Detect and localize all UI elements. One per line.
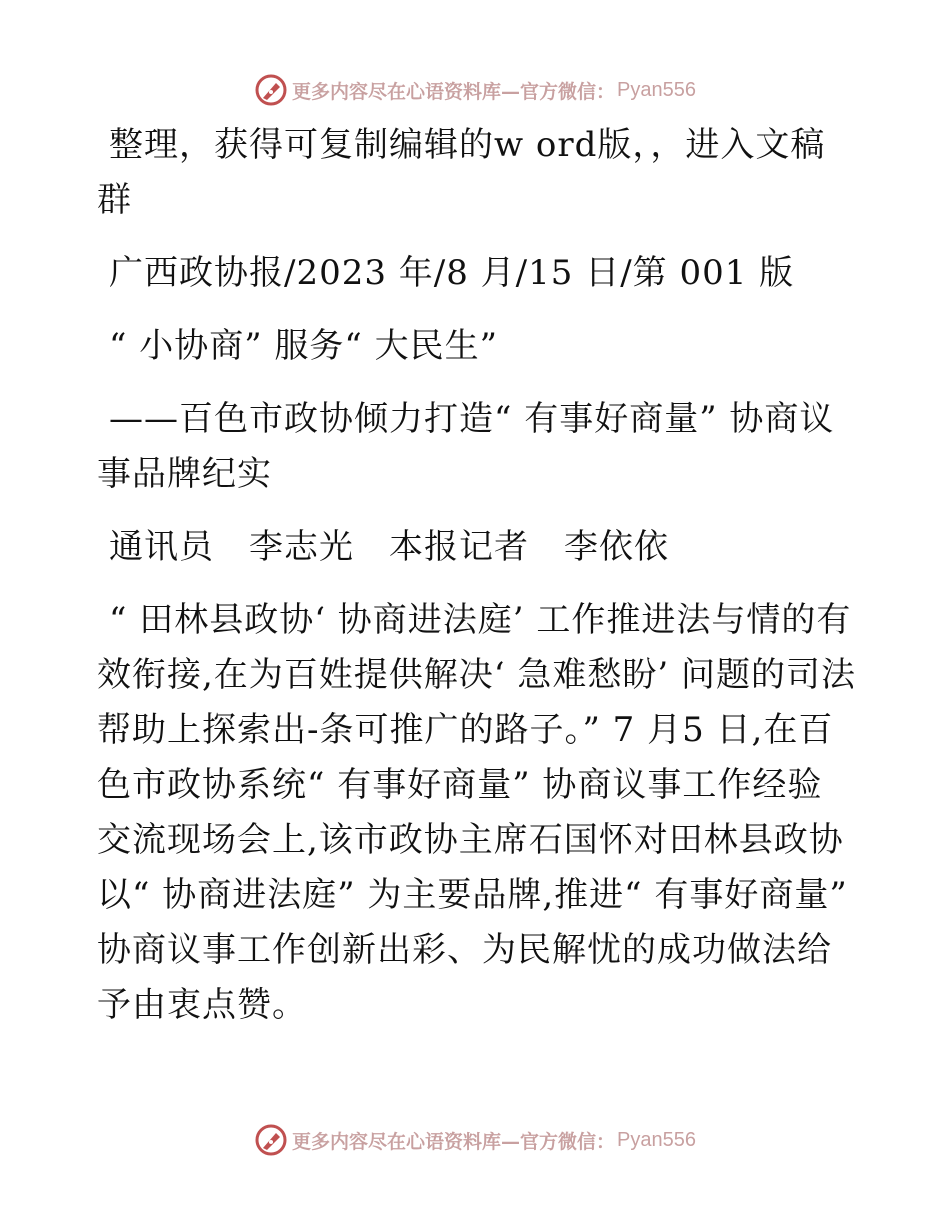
pen-nib-circle-icon	[254, 1123, 288, 1157]
watermark-wechat-id: Pyan556	[617, 78, 696, 101]
watermark-wechat-id: Pyan556	[617, 1128, 696, 1151]
watermark-text: 更多内容尽在心语资料库—官方微信：	[292, 80, 616, 103]
watermark-footer	[0, 1120, 950, 1160]
article-subtitle: ——百色市政协倾力打造“ 有事好商量” 协商议事品牌纪实	[97, 399, 835, 494]
byline: 通讯员 李志光 本报记者 李依依	[109, 527, 669, 567]
pen-nib-circle-icon	[254, 73, 288, 107]
article-body	[97, 118, 857, 1051]
watermark-header	[0, 70, 950, 110]
intro-line: 整理，获得可复制编辑的w ord版，，进入文稿群	[97, 125, 826, 220]
watermark-text: 更多内容尽在心语资料库—官方微信：	[292, 1130, 616, 1153]
source-line: 广西政协报/2023 年/8 月/15 日/第 001 版	[109, 253, 795, 293]
article-title: “ 小协商” 服务“ 大民生”	[109, 326, 498, 366]
body-paragraph: “ 田林县政协‘ 协商进法庭’ 工作推进法与情的有效衔接,在为百姓提供解决‘ 急难愁盼’ 问题的司法帮助上探索出-条可推广的路子。” 7 月5 日,在百色市政协系统“ 有事好商量” 协商议事工作经验交流现场会上,该市政协主席石国怀对田林县政协以“ 协商进法庭” 为主要品牌,推进“ 有事好商量” 协商议事工作创新出彩、为民解忧的成功做法给予由衷点赞。	[97, 600, 857, 1025]
